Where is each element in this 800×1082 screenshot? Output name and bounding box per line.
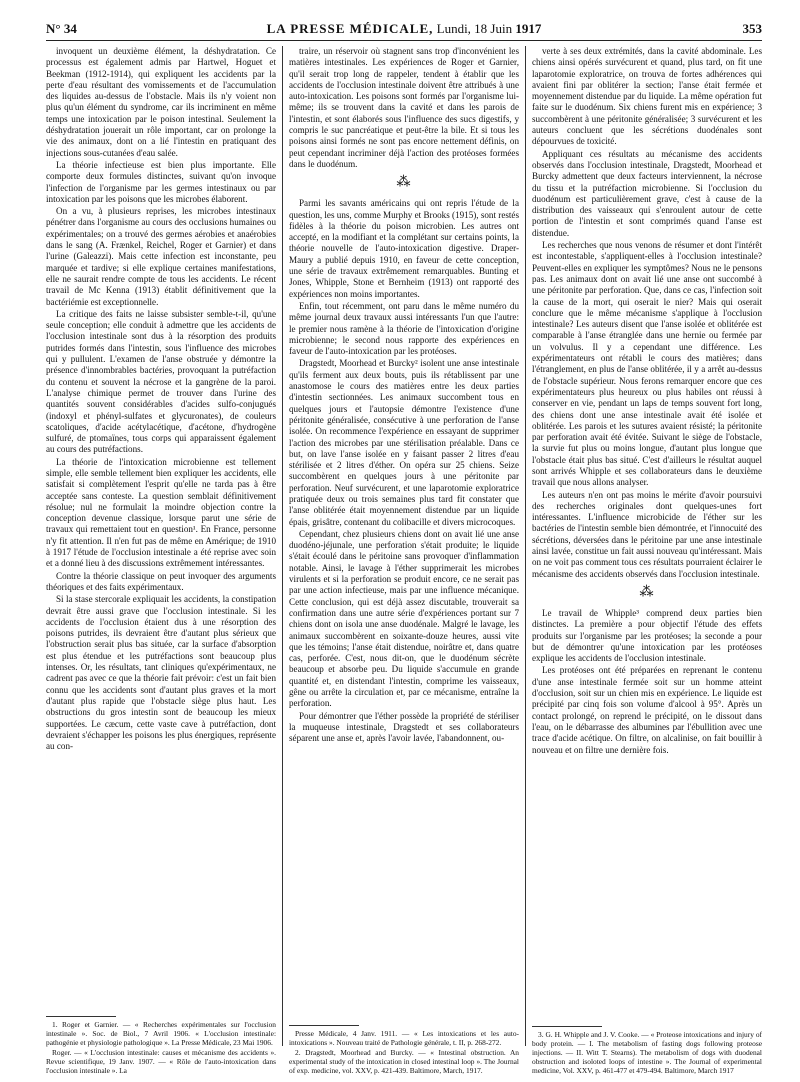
column-3-body-b: [532, 608, 762, 756]
column-3-body-a: [532, 46, 762, 580]
issue-number: N° 34: [46, 21, 77, 36]
paragraph: Appliquant ces résultats au mécanisme des accidents observés dans l'occlusion intestinale, Dragstedt, Moorhead et Burcky admettent que deux facteurs interviennent, la nécrose du tissu et la putréfaction microbienne. Si l'occlusion du duodénum est particulièrement grave, c'est à cause de la distribution des vaisseaux qui s'enroulent autour de cette portion de l'intestin et sont comprimés quand l'anse est distendue.: [532, 148, 762, 238]
paragraph: Si la stase stercorale expliquait les accidents, la constipation devrait être aussi grave que l'occlusion intestinale. Si les accidents de l'occlusion étaient dus à une résorption des poisons putrides, ils devraient être d'autant plus sérieux que l'obstruction serait plus bas située, car la surface d'absorption est plus étendue et les putréfactions sont beaucoup plus intenses. Or, les résultats, tant cliniques qu'expérimentaux, ne cadrent pas avec ce que la théorie fait prévoir: c'est un fait bien connu que les accidents sont d'autant plus graves et la mort d'autant plus rapide que l'obstacle siège plus haut. Les obstructions du gros intestin sont de beaucoup les mieux supportées. Le cæcum, cette vaste cave à putréfaction, dont devraient s'échapper les poisons les plus énergiques, représente au con-: [46, 594, 276, 752]
paragraph: Les recherches que nous venons de résumer et dont l'intérêt est incontestable, s'appliquent-elles à l'occlusion intestinale? Peuvent-elles en expliquer les symptômes? Nous ne le pensons pas. Les animaux dont on avait lié une anse ont succombé à une péritonite par perforation. Que, dans ce cas, l'infection soit la cause de la mort, qui oserait le nier? Mais qui oserait conclure que le même mécanisme s'applique à l'occlusion intestinale? Les auteurs disent que l'anse isolée et oblitérée est comparable à l'anse étranglée dans une hernie ou fermée par un volvulus. Il y a cependant une différence. Les expérimentateurs ont rétabli le cours des matières; dans l'étranglement, en plus de l'anse oblitérée, il y a arrêt au-dessus de l'obstacle supérieur. Nous ferons remarquer encore que ces expérimentateurs plus heureux ou plus habiles ont réussi à conserver en vie, pendant un laps de temps souvent fort long, des chiens dont une anse intestinale avait été isolée et oblitérée. Les parois et les sutures avaient résisté; la péritonite par perforation avait été évitée. Suivant le siège de l'obstacle, la survie fut plus ou moins longue, d'autant plus longue que l'obstacle était plus bas situé. C'est d'ailleurs le résultat auquel sont arrivés Whipple et ses collaborateurs dans le deuxième travail que nous allons analyser.: [532, 240, 762, 488]
paragraph: invoquent un deuxième élément, la déshydratation. Ce processus est également admis par Hartwel, Hoguet et Beekman (1912-1914), qui expliquent les accidents par la perte d'eau résultant des vomissements et de l'accumulation des liquides au-dessus de l'obstacle. Mais ils n'y voient non plus qu'un élément du syndrome, car ils incriminent en même temps une intoxication par le poison intestinal. Seulement la déshydratation jouerait un rôle important, car on prolonge la vie des animaux, dont on a lié l'intestin en pratiquant des injections sous-cutanées d'eau salée.: [46, 46, 276, 158]
footnotes-column-1: [46, 1016, 276, 1076]
section-separator-asterism-2: ⁂: [639, 584, 655, 600]
footnote-rule: [46, 1016, 116, 1017]
paragraph: Presse Médicale, 4 Janv. 1911. — « Les intoxications et les auto-intoxications ». Nouveau traité de Pathologie générale, t. II, p. 268-272.: [289, 1029, 519, 1047]
footnotes-2-body: [289, 1029, 519, 1075]
paragraph: Cependant, chez plusieurs chiens dont on avait lié une anse duodéno-jéjunale, une perforation s'était produite; le liquide s'était écoulé dans le péritoine sans provoquer d'inflammation notable. Ainsi, le lavage à l'éther supprimerait les microbes virulents et si la perforation se produit encore, ce ne serait pas par une action infectieuse, mais par une influence mécanique. Cette conclusion, qui est déjà assez discutable, trouverait sa confirmation dans une autre série d'expériences portant sur 7 chiens dont on isola une anse duodénale. Malgré le lavage, les animaux succombèrent en soixante-douze heures, aussi vite que les témoins; l'anse était distendue, noirâtre et, dans quatre cas, perforée. C'est, nous dit-on, que le duodénum sécrète beaucoup et absorbe peu. Du liquide s'accumule en grande quantité et, en distendant l'intestin, comprime les vaisseaux, gêne ou arrête la circulation et, par ce mécanisme, entraîne la perforation.: [289, 528, 519, 709]
paragraph: Parmi les savants américains qui ont repris l'étude de la question, les uns, comme Murphy et Brooks (1915), sont restés fidèles à la théorie du poison microbien. Les autres ont accepté, en la modifiant et la complétant sur certains points, la théorie nouvelle de l'auto-intoxication digestive. Draper-Maury a publié depuis 1910, en faveur de cette conception, une série de travaux extrêmement remarquables. Bunting et Jones, Whipple, Stone et Bernheim (1913) ont rapporté des expériences non moins importantes.: [289, 198, 519, 299]
paragraph: Les auteurs n'en ont pas moins le mérite d'avoir poursuivi des recherches originales dont quelques-unes fort intéressantes. L'influence microbicide de l'éther sur les bactéries de l'intestin semble bien démontrée, et l'innocuité des sécrétions, déversées dans le péritoine par une anse intestinale ainsi lavée, constitue un fait aussi nouveau qu'intéressant. Mais on ne voit pas comment tous ces résultats pourraient éclairer le mécanisme des accidents observés dans l'occlusion intestinale.: [532, 489, 762, 579]
footnotes-column-3: [532, 1026, 762, 1076]
issue-date: Lundi, 18 Juin: [436, 21, 513, 36]
journal-title: LA PRESSE MÉDICALE,: [266, 21, 434, 36]
column-1: [46, 46, 276, 1076]
paragraph: traire, un réservoir où stagnent sans trop d'inconvénient les matières intestinales. Les expériences de Roger et Garnier, qu'il serait trop long de rappeler, tendent à établir que les accidents de l'occlusion intestinale doivent être attribués à une auto-intoxication. Les poisons sont formés par l'organisme lui-même; ils se trouvent dans la cavité et dans les parois de l'intestin, et sont élaborés sous l'influence des sucs digestifs, y compris le suc pancréatique et peut-être la bile. Et si tous les poisons ainsi formés ne sont pas encore nettement définis, on peut cependant incriminer déjà l'action des protéoses formées dans le duodénum.: [289, 46, 519, 169]
paragraph: On a vu, à plusieurs reprises, les microbes intestinaux pénétrer dans l'organisme au cours des occlusions humaines ou expérimentales; on a trouvé des germes aérobies et anaérobies dans le sang (A. Frænkel, Reichel, Roger et Garnier) et dans l'urine (Galeazzi). Mais cette infection est inconstante, peu marquée et tardive; si elle explique certaines manifestations, elle ne saurait rendre compte de tous les accidents. Le récent travail de Mc Kenna (1913) établit définitivement que la bactériémie est exceptionnelle.: [46, 206, 276, 307]
paragraph: 1. Roger et Garnier. — « Recherches expérimentales sur l'occlusion intestinale ». Soc. de Biol., 7 Avril 1906. « L'occlusion intestinale: pathogénie et physiologie pathologique ». La Presse Médicale, 23 Mai 1906.: [46, 1020, 276, 1047]
paragraph: La théorie de l'intoxication microbienne est tellement simple, elle semble tellement bien expliquer les accidents, elle satisfait si complètement l'esprit qu'elle ne tarda pas à être acceptée sans conteste. La question semblait définitivement résolue; nul ne formulait la moindre objection contre la conception devenue classique, lorsque parut une série de travaux qui remettaient tout en question¹. En France, personne n'y fit attention. Il n'en fut pas de même en Amérique; de 1910 à 1917 l'étude de l'occlusion intestinale a été reprise avec soin et a donné lieu à des discussions extrêmement intéressantes.: [46, 456, 276, 569]
section-separator-asterism: ⁂: [396, 175, 412, 191]
column-divider-2: [525, 46, 526, 1046]
paragraph: Le travail de Whipple³ comprend deux parties bien distinctes. La première a pour objectif l'étude des effets produits sur l'organisme par les protéoses; la seconde a pour but de démontrer qu'une intoxication par les protéoses explique les accidents de l'occlusion intestinale.: [532, 607, 762, 664]
paragraph: Enfin, tout récemment, ont paru dans le même numéro du même journal deux travaux aussi intéressants l'un que l'autre: le premier nous ramène à la théorie de l'intoxication d'origine microbienne; le second nous rapporte des expériences en faveur de l'auto-intoxication par les protéoses.: [289, 300, 519, 357]
footnotes-1-body: [46, 1020, 276, 1075]
running-title: [46, 21, 762, 37]
header-rule: [46, 40, 762, 41]
newspaper-page: [46, 18, 762, 1076]
paragraph: 2. Dragstedt, Moorhead and Burcky. — « Intestinal obstruction. An experimental study of the intoxication in closed intestinal loop ». The Journal of exp. medicine, vol. XXV, p. 421-439. Baltimore, March, 1917.: [289, 1048, 519, 1075]
column-2: [289, 46, 519, 1076]
page-header: [46, 18, 762, 40]
paragraph: verte à ses deux extrémités, dans la cavité abdominale. Les chiens ainsi opérés survécurent et quand, plus tard, on fit une laparotomie exploratrice, on trouva de fortes adhérences qui avaient fini par oblitérer la section; l'anse était fermée et moyennement distendue par du liquide. La même opération fut faite sur le duodénum. Six chiens furent mis en expérience; 3 succombèrent à une péritonite généralisée; 3 survécurent et les auteurs concluent que les sécrétions duodénales sont dépourvues de toxicité.: [532, 46, 762, 147]
column-2-body-a: [289, 46, 519, 170]
paragraph: Contre la théorie classique on peut invoquer des arguments théoriques et des faits expérimentaux.: [46, 570, 276, 592]
paragraph: Pour démontrer que l'éther possède la propriété de stériliser la muqueuse intestinale, Dragstedt et ses collaborateurs séparent une anse et, après l'avoir lavée, l'abandonnent, ou-: [289, 710, 519, 744]
footnote-rule: [289, 1025, 359, 1026]
footnotes-3-body: [532, 1030, 762, 1075]
paragraph: La théorie infectieuse est bien plus importante. Elle comporte deux formules distinctes, suivant qu'on invoque l'infection de l'organisme par les germes intestinaux ou par intoxication par les poisons que les microbes élaborent.: [46, 159, 276, 204]
paragraph: Les protéoses ont été préparées en reprenant le contenu d'une anse intestinale fermée soit sur un homme atteint d'occlusion, soit sur un chien mis en expérience. Le liquide est précipité par cinq fois son volume d'alcool à 95°. Après un contact prolongé, on reprend le précipité, on le dissout dans l'eau, on le débarrasse des albumines par l'ébullition avec une trace d'acide acétique. On filtre, on alcalinise, on fait bouillir à nouveau et on filtre une dernière fois.: [532, 665, 762, 755]
issue-year: 1917: [515, 21, 542, 36]
page-number: 353: [742, 21, 762, 36]
footnote-rule: [532, 1026, 602, 1027]
column-1-body: [46, 46, 276, 752]
footnotes-column-2: [289, 1025, 519, 1076]
paragraph: La critique des faits ne laisse subsister semble-t-il, qu'une seule conception; elle conduit à admettre que les accidents de l'occlusion intestinale sont dus à la résorption des produits putrides formés dans l'intestin, sous l'influence des microbes qui y pullulent. L'examen de l'anse obstruée y démontre la présence d'innombrables bactéries, provoquant la putréfaction du contenu et souvent la nécrose et la gangrène de la paroi. L'analyse chimique permet de trouver dans l'urine des quantités souvent considérables d'acides sulfo-conjugués (indoxyl et phényl-sulfates et glycuronates), de couleurs scatoliques, d'acide acétylacétique, d'acétone, d'hydrogène sulfuré, de ptomaïnes, tous corps qui apparaissent également au cours des putréfactions.: [46, 308, 276, 455]
paragraph: 3. G. H. Whipple and J. V. Cooke. — « Proteose intoxications and injury of body protein. — I. The metabolism of fasting dogs following proteose injections. — II. Witt T. Stearns). The metabolism of dogs with duodenal obstruction and isoloted loops of intestine ». The Journal of experimental medicine, Vol. XXV, p. 461-477 et 479-494. Baltimore, March 1917: [532, 1030, 762, 1075]
column-3: [532, 46, 762, 1076]
paragraph: Roger. — « L'occlusion intestinale: causes et mécanisme des accidents ». Revue scientifique, 19 Janv. 1907. — « Rôle de l'auto-intoxication dans l'occlusion intestinale ». La: [46, 1048, 276, 1075]
column-2-body-b: [289, 198, 519, 744]
column-divider-1: [282, 46, 283, 1046]
paragraph: Dragstedt, Moorhead et Burcky² isolent une anse intestinale qu'ils ferment aux deux bouts, puis ils rétablissent par une anastomose le cours des matières entre les deux parties d'intestin sectionnées. Les animaux succombent tous en quelques jours et l'autopsie démontre l'existence d'une péritonite généralisée, consécutive à une perforation de l'anse isolée. On recommence l'expérience en essayant de supprimer l'action des microbes par une stérilisation préalable. Dans ce but, on lave l'anse isolée en y faisant passer 2 litres d'eau stérilisée et 2 litres d'éther. On opéra sur 25 chiens. Seize succombèrent en quelques jours à une péritonite par perforation. Neuf survécurent, et une laparotomie exploratrice pratiquée deux ou trois semaines plus tard fit constater que l'anse oblitérée était moyennement distendue par un liquide épais, grisâtre, contenant du colibacille et divers microcoques.: [289, 358, 519, 527]
